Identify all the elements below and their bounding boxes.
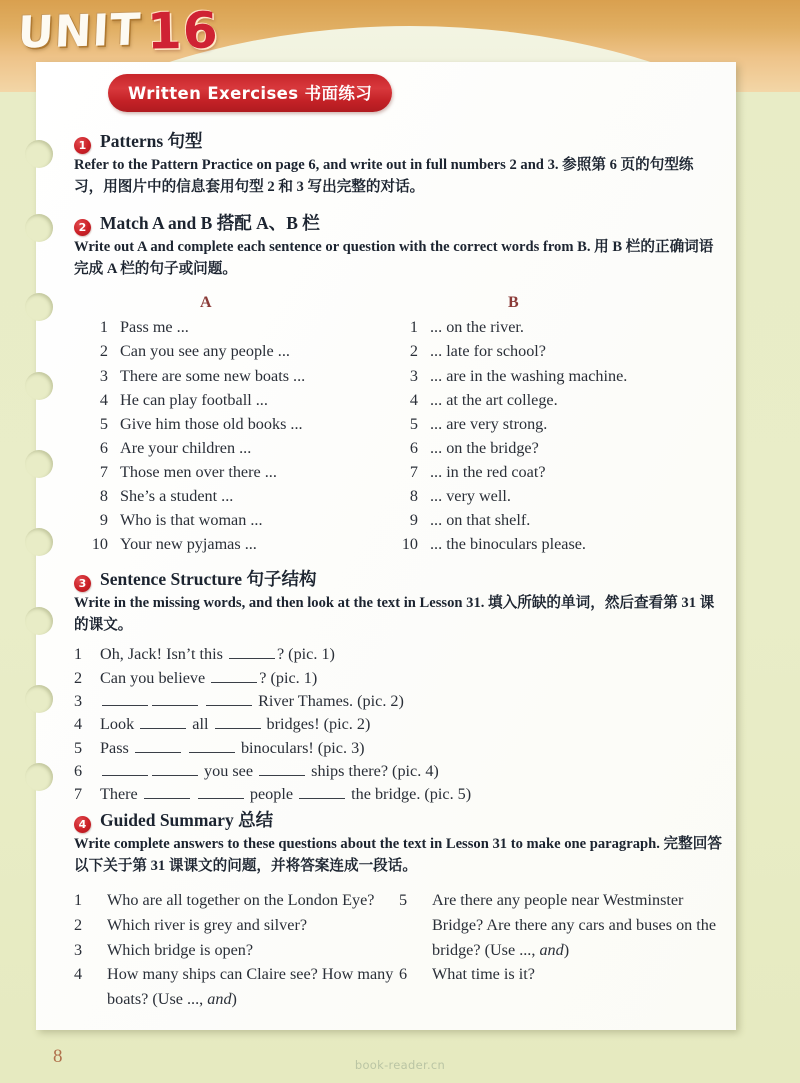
- list-item-text: Who is that woman ...: [120, 511, 263, 530]
- watermark: book-reader.cn: [354, 1058, 446, 1072]
- match-row-b: [384, 339, 714, 363]
- sentence-structure-row: [74, 713, 722, 736]
- list-item-number: 3: [74, 691, 83, 710]
- list-item-number: 3: [99, 366, 108, 385]
- match-row-b: [384, 460, 714, 484]
- list-item-text: ... in the red coat?: [430, 462, 546, 481]
- fill-in-blank[interactable]: [102, 691, 148, 706]
- list-item-text: Are your children ...: [120, 438, 252, 457]
- worksheet-sheet: [36, 62, 736, 1030]
- list-item-number: 6: [74, 761, 83, 780]
- list-item-number: 5: [409, 414, 418, 433]
- list-item-text: Which bridge is open?: [107, 940, 254, 959]
- list-item-text: There are some new boats ...: [120, 366, 306, 385]
- guided-summary-row: [74, 888, 394, 913]
- fill-in-blank[interactable]: [152, 691, 198, 706]
- guided-summary-row: [74, 938, 394, 963]
- list-item-number: 4: [74, 965, 83, 984]
- list-item-text: She’s a student ...: [120, 487, 234, 505]
- match-row-b: [384, 484, 714, 508]
- list-item-number: 2: [74, 915, 83, 934]
- list-item-number: 4: [74, 715, 83, 734]
- list-item-number: 4: [99, 390, 108, 409]
- guided-summary-row: [399, 888, 719, 962]
- list-item-text: ... very well.: [430, 487, 511, 505]
- emphasised-word: and: [207, 989, 232, 1008]
- column-a-rows: [74, 315, 394, 556]
- fill-in-blank[interactable]: [259, 761, 305, 776]
- fill-in-blank[interactable]: [135, 738, 181, 753]
- list-item-number: 2: [409, 342, 418, 361]
- unit-word: UNIT: [16, 3, 143, 59]
- section-number-badge: 4: [74, 816, 91, 833]
- list-item-number: 7: [74, 785, 83, 804]
- unit-number: 16: [146, 1, 220, 61]
- fill-in-blank[interactable]: [198, 784, 244, 799]
- section-instruction: Write complete answers to these questions about the text in Lesson 31 to make one paragraph. 完整回答以下关于第 31 课课文的问题，并将答案连成一段话。: [74, 836, 722, 875]
- unit-title: [18, 2, 219, 60]
- section-title: Patterns 句型: [100, 131, 203, 151]
- list-item-text: River Thames. (pic. 2): [100, 690, 722, 713]
- list-item-number: 6: [99, 438, 108, 457]
- section-sentence-structure: [74, 566, 722, 806]
- match-row-a: [74, 339, 394, 363]
- section-instruction: Refer to the Pattern Practice on page 6, and write out in full numbers 2 and 3. 参照第 6 页的句型练习，用图片中的信息套用句型 2 和 3 写出完整的对话。: [74, 157, 694, 196]
- list-item-number: 3: [409, 366, 418, 385]
- written-exercises-badge: Written Exercises 书面练习: [108, 74, 392, 112]
- match-row-a: [74, 508, 394, 532]
- punch-hole-notch: [25, 528, 53, 556]
- list-item-number: 1: [74, 891, 83, 910]
- list-item-number: 9: [99, 511, 108, 530]
- sentence-structure-row: [74, 760, 722, 783]
- section-title: Guided Summary 总结: [100, 810, 274, 830]
- emphasised-word: and: [539, 940, 564, 959]
- punch-hole-notch: [25, 214, 53, 242]
- section-instruction: Write in the missing words, and then look at the text in Lesson 31. 填入所缺的单词，然后查看第 31 课的课文。: [74, 595, 715, 634]
- match-row-a: [74, 364, 394, 388]
- fill-in-blank[interactable]: [299, 784, 345, 799]
- section-guided-summary: [74, 807, 722, 1048]
- section-heading: [74, 566, 722, 591]
- list-item-text: There people the bridge. (pic. 5): [100, 785, 472, 804]
- punch-hole-notch: [25, 685, 53, 713]
- fill-in-blank[interactable]: [152, 761, 198, 776]
- match-row-a: [74, 460, 394, 484]
- sentence-structure-row: [74, 667, 722, 690]
- guided-summary-left-column: [74, 888, 394, 1011]
- match-row-a: [74, 532, 394, 556]
- list-item-number: 10: [401, 535, 418, 554]
- match-row-a: [74, 388, 394, 412]
- match-row-b: [384, 315, 714, 339]
- list-item-number: 7: [409, 462, 418, 481]
- list-item-text: ... at the art college.: [430, 390, 558, 409]
- list-item-text: Who are all together on the London Eye?: [107, 891, 375, 910]
- sentence-structure-row: [74, 737, 722, 760]
- section-match-a-and-b: [74, 210, 722, 562]
- list-item-text: Your new pyjamas ...: [120, 535, 257, 554]
- fill-in-blank[interactable]: [211, 668, 257, 683]
- list-item-text: ... late for school?: [430, 342, 546, 361]
- list-item-number: 2: [99, 342, 108, 361]
- punch-hole-notch: [25, 372, 53, 400]
- list-item-text: ... on the river.: [430, 318, 524, 337]
- match-row-b: [384, 436, 714, 460]
- list-item-number: 1: [99, 318, 108, 337]
- list-item-text: How many ships can Claire see? How many boats? (Use ..., and): [107, 965, 394, 1008]
- section-heading: [74, 128, 722, 153]
- list-item-text: ... are very strong.: [430, 414, 548, 433]
- page-number: 8: [53, 1046, 63, 1067]
- match-row-a: [74, 484, 394, 508]
- guided-summary-right-rows: [399, 888, 719, 986]
- list-item-number: 8: [409, 487, 418, 505]
- list-item-number: 5: [74, 738, 83, 757]
- match-row-b: [384, 388, 714, 412]
- sentence-structure-row: [74, 783, 722, 806]
- punch-hole-notch: [25, 140, 53, 168]
- section-number-badge: 1: [74, 137, 91, 154]
- match-columns: [74, 294, 722, 562]
- list-item-number: 7: [99, 462, 108, 481]
- match-row-a: [74, 315, 394, 339]
- match-row-b: [384, 508, 714, 532]
- list-item-number: 5: [99, 414, 108, 433]
- list-item-text: Oh, Jack! Isn’t this ? (pic. 1): [100, 645, 335, 664]
- column-a-label: A: [200, 294, 212, 312]
- fill-in-blank[interactable]: [189, 738, 235, 753]
- list-item-number: 9: [409, 511, 418, 530]
- list-item-text: Can you believe ? (pic. 1): [100, 668, 318, 687]
- list-item-number: 6: [409, 438, 418, 457]
- section-heading: [74, 210, 722, 235]
- section-patterns: [74, 128, 722, 198]
- section-number-badge: 2: [74, 219, 91, 236]
- guided-summary-right-column: [399, 888, 719, 986]
- match-row-b: [384, 364, 714, 388]
- list-item-text: Pass binoculars! (pic. 3): [100, 738, 365, 757]
- list-item-number: 2: [74, 668, 83, 687]
- sentence-structure-items: [74, 643, 722, 806]
- list-item-text: ... the binoculars please.: [430, 535, 586, 554]
- list-item-text: Can you see any people ...: [120, 342, 290, 361]
- match-column-b: [384, 294, 714, 556]
- guided-summary-row: [74, 962, 394, 1011]
- punch-hole-notch: [25, 450, 53, 478]
- list-item-text: Which river is grey and silver?: [107, 915, 308, 934]
- section-heading: [74, 807, 722, 832]
- list-item-number: 1: [409, 318, 418, 337]
- list-item-text: Those men over there ...: [120, 462, 277, 481]
- column-b-rows: [384, 315, 714, 556]
- list-item-text: Look all bridges! (pic. 2): [100, 715, 371, 734]
- fill-in-blank[interactable]: [102, 761, 148, 776]
- guided-summary-left-rows: [74, 888, 394, 1011]
- match-row-a: [74, 436, 394, 460]
- guided-summary-row: [399, 962, 719, 987]
- list-item-text: ... on the bridge?: [430, 438, 539, 457]
- fill-in-blank[interactable]: [144, 784, 190, 799]
- list-item-text: ... are in the washing machine.: [430, 366, 628, 385]
- list-item-text: Are there any people near Westminster Bridge? Are there any cars and buses on the bridge? (Use ..., and): [432, 891, 717, 959]
- fill-in-blank[interactable]: [229, 644, 275, 659]
- sentence-structure-row: [74, 690, 722, 713]
- column-b-label: B: [508, 294, 519, 312]
- match-column-a: [74, 294, 394, 556]
- section-title: Sentence Structure 句子结构: [100, 569, 317, 589]
- list-item-text: What time is it?: [432, 965, 535, 984]
- list-item-text: He can play football ...: [120, 390, 268, 409]
- fill-in-blank[interactable]: [206, 691, 252, 706]
- fill-in-blank[interactable]: [140, 714, 186, 729]
- match-row-b: [384, 532, 714, 556]
- punch-hole-notch: [25, 293, 53, 321]
- punch-hole-notch: [25, 763, 53, 791]
- list-item-text: you see ships there? (pic. 4): [100, 760, 722, 783]
- list-item-text: Give him those old books ...: [120, 414, 303, 433]
- list-item-number: 1: [74, 645, 83, 664]
- section-title: Match A and B 搭配 A、B 栏: [100, 213, 320, 233]
- section-instruction: Write out A and complete each sentence or question with the correct words from B. 用 B 栏的正确词语完成 A 栏的句子或问题。: [74, 239, 714, 278]
- section-number-badge: 3: [74, 575, 91, 592]
- list-item-number: 8: [99, 487, 108, 505]
- list-item-text: ... on that shelf.: [430, 511, 531, 530]
- sentence-structure-row: [74, 643, 722, 666]
- match-row-a: [74, 412, 394, 436]
- list-item-number: 3: [74, 940, 83, 959]
- punch-hole-notch: [25, 607, 53, 635]
- list-item-number: 10: [91, 535, 108, 554]
- guided-summary-row: [74, 913, 394, 938]
- list-item-text: Pass me ...: [120, 318, 189, 337]
- guided-summary-questions: [74, 888, 722, 1048]
- list-item-number: 6: [399, 965, 408, 984]
- list-item-number: 4: [409, 390, 418, 409]
- list-item-number: 5: [399, 891, 408, 910]
- match-row-b: [384, 412, 714, 436]
- fill-in-blank[interactable]: [215, 714, 261, 729]
